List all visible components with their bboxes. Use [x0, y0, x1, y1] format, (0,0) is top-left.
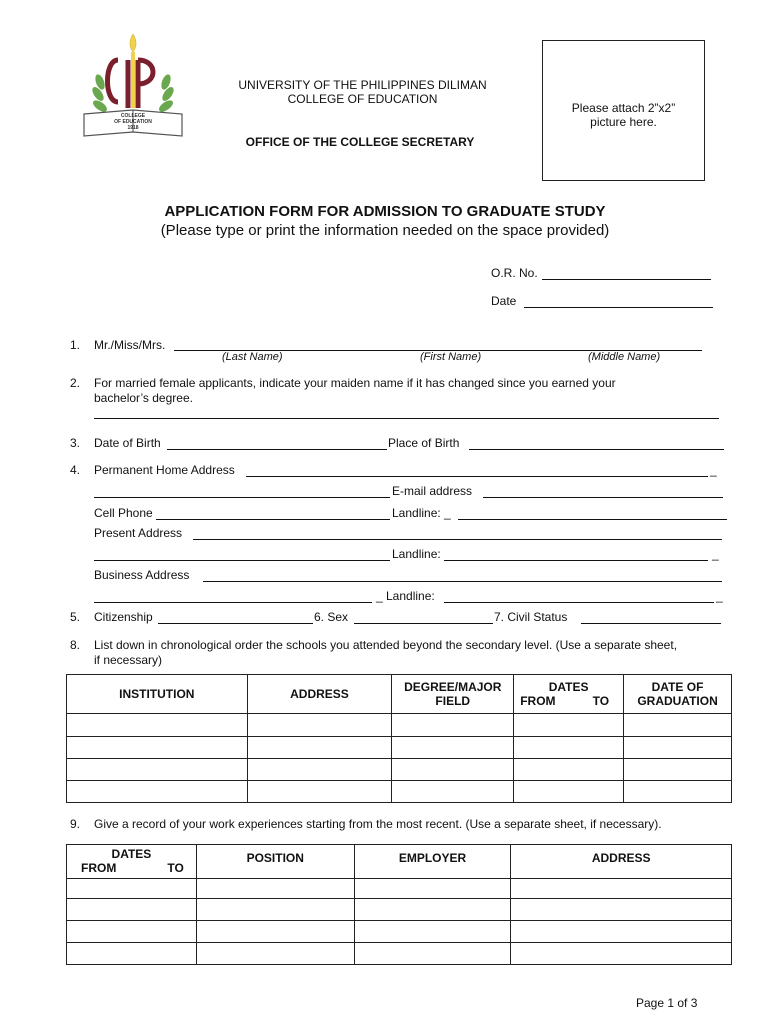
- pob-label: Place of Birth: [388, 436, 460, 450]
- item-number-5: 5.: [70, 610, 81, 624]
- form-subtitle: (Please type or print the information needed on the space provided): [160, 222, 610, 239]
- item-number-3: 3.: [70, 436, 81, 450]
- form-title: APPLICATION FORM FOR ADMISSION TO GRADUATE STUDY: [164, 203, 606, 220]
- graduation-header: DATE OF GRADUATION: [624, 675, 732, 714]
- middle-name-caption: (Middle Name): [588, 351, 661, 363]
- cell-phone-label: Cell Phone: [94, 506, 153, 520]
- page-number: Page 1 of 3: [636, 996, 698, 1010]
- dob-label: Date of Birth: [94, 436, 161, 450]
- employer-header: EMPLOYER: [354, 845, 511, 879]
- college-name: COLLEGE OF EDUCATION: [287, 92, 438, 106]
- or-label: O.R. No.: [491, 266, 538, 280]
- business-address-field[interactable]: [203, 581, 722, 582]
- present-landline-label: Landline:: [392, 547, 441, 561]
- cell-phone-field[interactable]: [156, 519, 390, 520]
- schools-instruction-2: if necessary): [94, 653, 163, 667]
- home-address-label: Permanent Home Address: [94, 463, 235, 477]
- position-header: POSITION: [196, 845, 354, 879]
- last-name-caption: (Last Name): [222, 351, 283, 363]
- citizenship-label: Citizenship: [94, 610, 153, 624]
- home-landline-label: Landline: _: [392, 506, 451, 520]
- present-address-label: Present Address: [94, 526, 183, 540]
- business-address-label: Business Address: [94, 568, 190, 582]
- college-logo: COLLEGE OF EDUCATION 1918: [78, 30, 188, 140]
- schools-header-row: [67, 675, 732, 714]
- table-row[interactable]: [67, 714, 732, 737]
- pob-field[interactable]: [469, 449, 724, 450]
- work-dates-header: DATES FROM TO: [67, 845, 197, 879]
- schools-table: [66, 674, 732, 803]
- item-number-1: 1.: [70, 338, 81, 352]
- table-row[interactable]: [67, 759, 732, 781]
- maiden-name-field[interactable]: [94, 418, 719, 419]
- citizenship-field[interactable]: [158, 623, 313, 624]
- table-row[interactable]: [67, 781, 732, 803]
- sex-label: 6. Sex: [314, 610, 349, 624]
- date-field[interactable]: [524, 307, 713, 308]
- item-number-2: 2.: [70, 376, 81, 390]
- address-header: ADDRESS: [247, 675, 392, 714]
- work-instruction: Give a record of your work experiences starting from the most recent. (Use a separate sheet, if necessary).: [94, 817, 662, 831]
- table-row[interactable]: [67, 943, 732, 965]
- maiden-instruction-2: bachelor’s degree.: [94, 391, 193, 405]
- or-number-field[interactable]: [542, 279, 711, 280]
- home-address-field-2[interactable]: [94, 497, 390, 498]
- email-label: E-mail address: [392, 484, 473, 498]
- date-label: Date: [491, 294, 517, 308]
- first-name-caption: (First Name): [420, 351, 482, 363]
- table-row[interactable]: [67, 737, 732, 759]
- table-row[interactable]: [67, 921, 732, 943]
- item-number-4: 4.: [70, 463, 81, 477]
- institution-header: INSTITUTION: [67, 675, 248, 714]
- sex-field[interactable]: [354, 623, 493, 624]
- present-address-field[interactable]: [193, 539, 722, 540]
- table-row[interactable]: [67, 879, 732, 899]
- present-landline-field[interactable]: [444, 560, 708, 561]
- university-name: UNIVERSITY OF THE PHILIPPINES DILIMAN: [238, 78, 487, 92]
- home-address-field[interactable]: [246, 476, 708, 477]
- business-landline-label: _ Landline:: [376, 589, 435, 603]
- schools-instruction-1: List down in chronological order the schools you attended beyond the secondary level. (Use a separate sheet,: [94, 638, 678, 652]
- work-header-row: [67, 845, 732, 879]
- work-address-header: ADDRESS: [511, 845, 732, 879]
- dates-header: DATES FROM TO: [514, 675, 624, 714]
- degree-header: DEGREE/MAJOR FIELD: [392, 675, 514, 714]
- torch-flame-icon: [130, 34, 136, 52]
- email-field[interactable]: [483, 497, 723, 498]
- name-label: Mr./Miss/Mrs.: [94, 338, 166, 352]
- item-number-9: 9.: [70, 817, 81, 831]
- civil-status-field[interactable]: [581, 623, 721, 624]
- business-address-field-2[interactable]: [94, 602, 372, 603]
- maiden-instruction-1: For married female applicants, indicate your maiden name if it has changed since you earned your: [94, 376, 616, 390]
- work-table: [66, 844, 732, 965]
- civil-status-label: 7. Civil Status: [494, 610, 568, 624]
- dob-field[interactable]: [167, 449, 387, 450]
- table-row[interactable]: [67, 899, 732, 921]
- item-number-8: 8.: [70, 638, 81, 652]
- present-address-field-2[interactable]: [94, 560, 390, 561]
- business-landline-field[interactable]: [444, 602, 714, 603]
- photo-box[interactable]: Please attach 2”x2” picture here.: [542, 40, 705, 181]
- office-name: OFFICE OF THE COLLEGE SECRETARY: [245, 135, 475, 149]
- home-landline-field[interactable]: [458, 519, 727, 520]
